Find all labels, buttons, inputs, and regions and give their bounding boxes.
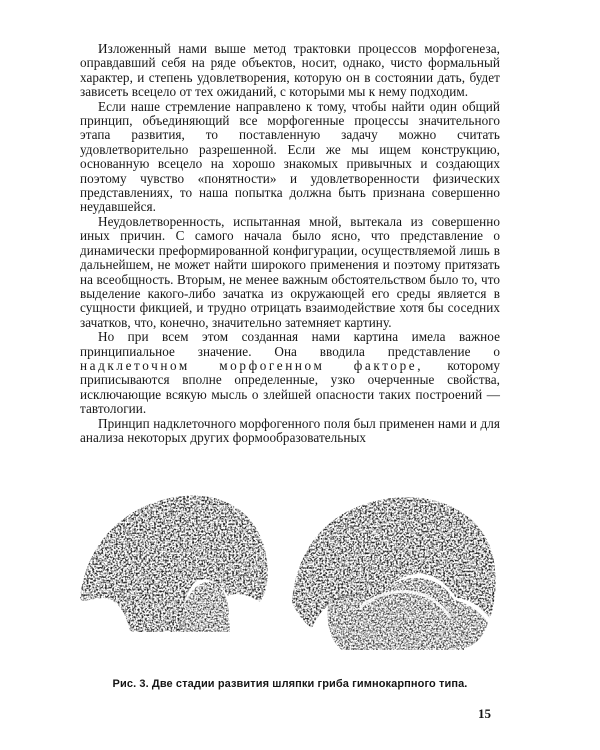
figure-mushroom-caps <box>60 482 520 662</box>
spaced-term: надклеточном морфогенном факторе <box>80 357 418 373</box>
page-number: 15 <box>478 706 491 721</box>
mushroom-cap-late-stage <box>292 497 496 650</box>
paragraph-5: Принцип надклеточного морфогенного поля был применен нами и для анализа некоторых других формообразовательных <box>80 415 500 445</box>
paragraph-4 <box>80 330 500 416</box>
figure-caption: Рис. 3. Две стадии развития шляпки гриба гимнокарпного типа. <box>112 678 468 690</box>
paragraph-2: Если наше стремление направлено к тому, чтобы найти один общий принцип, объединяющий все морфогенные процессы значительного этапа развития, то поставленную задачу можно считать удовлетворительно разрешенной. Если же мы ищем конструкцию, основанную всецело на хорошо знакомых привычных и создающих поэтому чувство «понятности» и удовлетворенности физических представлениях, то наша попытка должна быть признана совершенно неудавшейся. <box>80 98 500 215</box>
paragraph-1: Изложенный нами выше метод трактовки процессов морфогенеза, оправдавший себя на ряде объектов, носит, однако, чисто формальный характер, и степень удовлетворения, которую он в состоянии дать, будет зависеть всецело от тех ожиданий, с которыми мы к нему подходим. <box>80 41 500 100</box>
paragraph-4-end: , которому приписываются вполне определенные, узко очерченные свойства, исключающие всякую мысль о злейшей опасности таких построений — тавтологии. <box>80 357 501 417</box>
paragraph-4-start: Но при всем этом созданная нами картина имела важное принципиальное значение. Она вводила представление о <box>80 329 500 359</box>
mushroom-cap-early-stage <box>80 496 268 632</box>
body-text <box>80 42 500 445</box>
paragraph-3: Неудовлетворенность, испытанная мной, вытекала из совершенно иных причин. С самого начала было ясно, что представление о динамически преформированной конфигурации, осуществляемой лишь в дальнейшем, не может найти широкого применения и поэтому притязать на всеобщность. Вторым, не менее важным обстоятельством было то, что выделение какого-либо зачатка из окружающей его среды является в сущности фикцией, и трудно отрицать взаимодействие хотя бы соседних зачатков, что, конечно, значительно затемняет картину. <box>80 213 500 330</box>
